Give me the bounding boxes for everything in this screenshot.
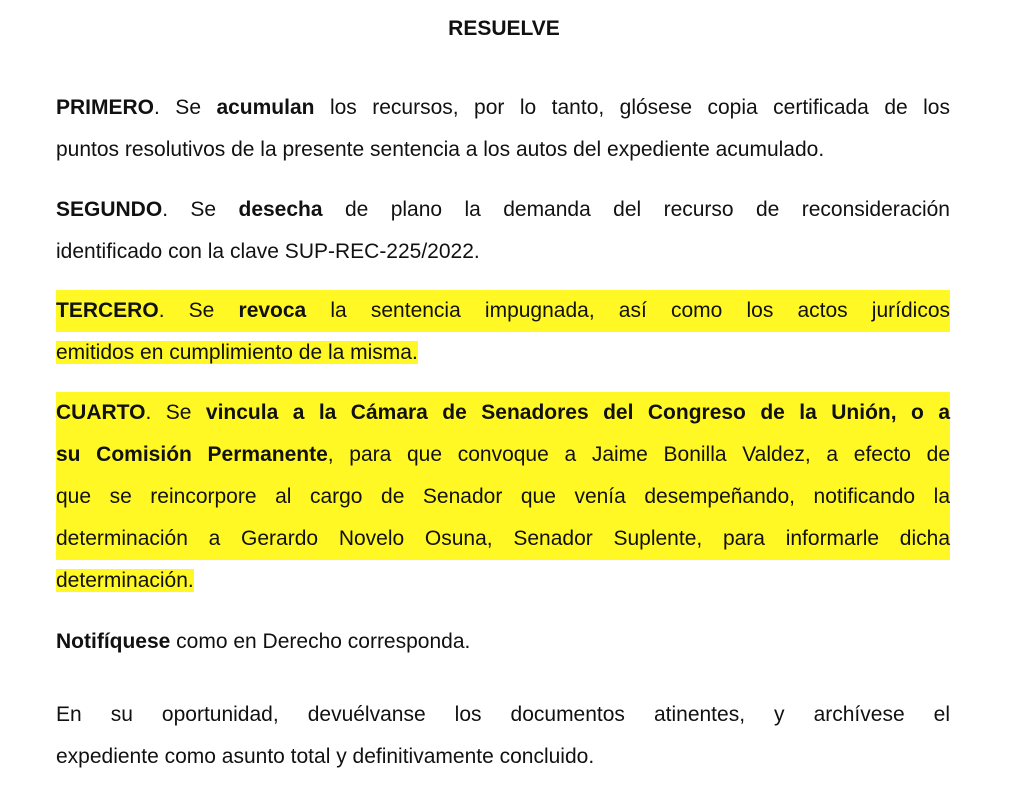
paragraph-line: En su oportunidad, devuélvanse los documentos atinentes, y archívese el [56, 703, 950, 726]
paragraph-primero [56, 87, 950, 171]
paragraph-line: PRIMERO. Se acumulan los recursos, por lo tanto, glósese copia certificada de los [56, 96, 950, 119]
resolution-label: PRIMERO [56, 96, 155, 119]
highlighted-line: CUARTO. Se vincula a la Cámara de Senadores del Congreso de la Unión, o a [56, 392, 950, 434]
paragraph-line: identificado con la clave SUP-REC-225/2022. [56, 240, 480, 263]
paragraph-segundo [56, 189, 950, 273]
paragraph-line: Notifíquese como en Derecho corresponda. [56, 630, 471, 653]
paragraph-line: expediente como asunto total y definitivamente concluido. [56, 745, 595, 768]
highlighted-line: determinación a Gerardo Novelo Osuna, Senador Suplente, para informarle dicha [56, 518, 950, 560]
paragraph-line: SEGUNDO. Se desecha de plano la demanda del recurso de reconsideración [56, 198, 950, 221]
paragraph-notifiquese [56, 621, 950, 663]
resolution-label: TERCERO [56, 299, 159, 322]
resolution-label: SEGUNDO [56, 198, 163, 221]
highlighted-line: emitidos en cumplimiento de la misma. [56, 341, 418, 364]
paragraph-closing [56, 694, 950, 778]
highlighted-line: su Comisión Permanente, para que convoque a Jaime Bonilla Valdez, a efecto de [56, 434, 950, 476]
paragraph-cuarto [56, 392, 950, 602]
resolution-label: CUARTO [56, 401, 146, 424]
paragraph-tercero [56, 290, 950, 374]
document-title: RESUELVE [448, 17, 560, 40]
paragraph-line: puntos resolutivos de la presente sentencia a los autos del expediente acumulado. [56, 138, 825, 161]
highlighted-line: que se reincorpore al cargo de Senador que venía desempeñando, notificando la [56, 476, 950, 518]
highlighted-line: TERCERO. Se revoca la sentencia impugnada, así como los actos jurídicos [56, 290, 950, 332]
highlighted-line: determinación. [56, 569, 194, 592]
